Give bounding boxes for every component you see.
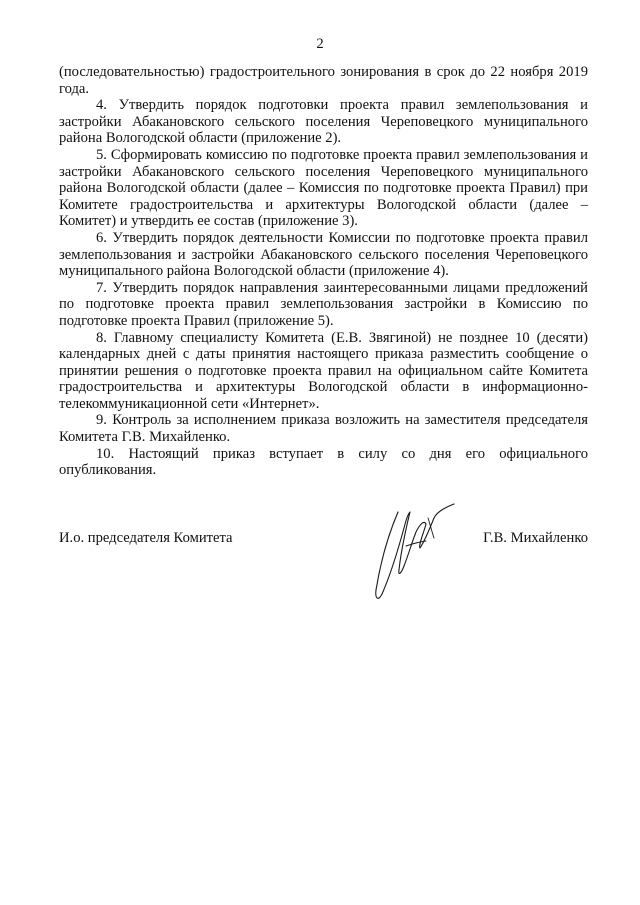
- order-body: [59, 64, 588, 479]
- signatory-position: И.о. председателя Комитета: [59, 530, 233, 546]
- paragraph-item-10: 10. Настоящий приказ вступает в силу со дня его официального опубликования.: [59, 445, 588, 479]
- paragraph-item-7: 7. Утвердить порядок направления заинтересованными лицами предложений по подготовке проекта правил землепользования застройки в Комиссию по подготовке проекта Правил (приложение 5).: [59, 279, 588, 329]
- paragraph-item-5: 5. Сформировать комиссию по подготовке проекта правил землепользования и застройки Абакановского сельского поселения Череповецкого муниципального района Вологодской области (далее – Комиссия по подготовке проекта Правил) при Комитете градостроительства и архитектуры Вологодской области (далее – Комитет) и утвердить ее состав (приложение 3).: [59, 146, 588, 230]
- paragraph-continuation: (последовательностью) градостроительного зонирования в срок до 22 ноября 2019 года.: [59, 64, 588, 97]
- paragraph-item-6: 6. Утвердить порядок деятельности Комиссии по подготовке проекта правил землепользования и застройки Абакановского сельского поселения Череповецкого муниципального района Вологодской области (приложение 4).: [59, 229, 588, 280]
- paragraph-item-4: 4. Утвердить порядок подготовки проекта правил землепользования и застройки Абакановского сельского поселения Череповецкого муниципального района Вологодской области (приложение 2).: [59, 97, 588, 147]
- page-number: 2: [316, 36, 324, 52]
- signatory-name: Г.В. Михайленко: [483, 530, 588, 546]
- paragraph-item-8: 8. Главному специалисту Комитета (Е.В. Звягиной) не позднее 10 (десяти) календарных дней с даты принятия настоящего приказа разместить сообщение о принятии решения о подготовке проекта правил на официальном сайте Комитета градостроительства и архитектуры Вологодской области в информационно-телекоммуникационной сети «Интернет».: [59, 329, 588, 412]
- paragraph-item-9: 9. Контроль за исполнением приказа возложить на заместителя председателя Комитета Г.В. Михайленко.: [59, 412, 588, 446]
- handwritten-signature: [368, 498, 458, 608]
